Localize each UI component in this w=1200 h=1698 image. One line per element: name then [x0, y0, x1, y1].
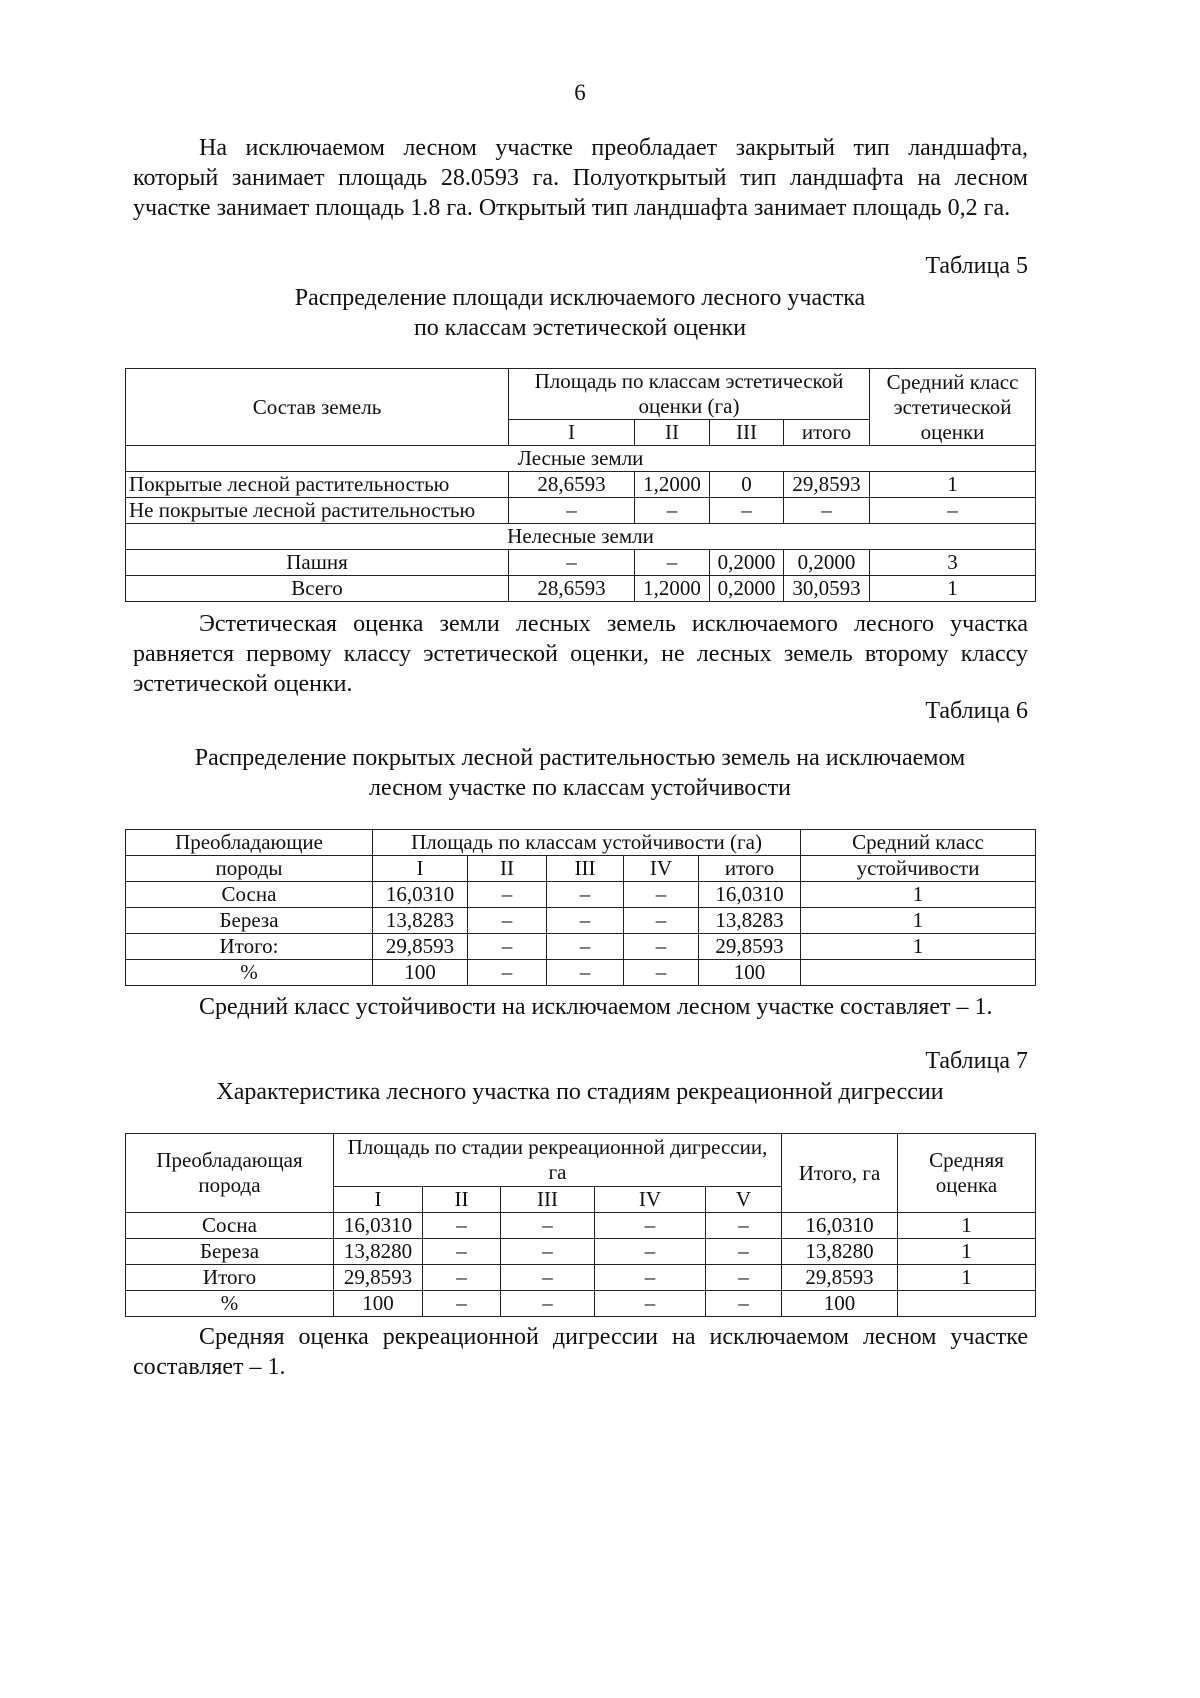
table6-row: [126, 960, 1036, 986]
table5-subheader: III: [710, 420, 784, 446]
table7-cell: [898, 1291, 1036, 1317]
table6-cell: –: [468, 882, 547, 908]
table5-header-area: Площадь по классам эстетической оценки (га): [509, 369, 870, 420]
table5-cell: 0,2000: [784, 550, 870, 576]
table5-cell: Не покрытые лесной растительностью: [126, 498, 509, 524]
table6-cell: Итого:: [126, 934, 373, 960]
paragraph-landscape: На исключаемом лесном участке преобладает закрытый тип ландшафта, который занимает площадь 28.0593 га. Полуоткрытый тип ландшафта на лесном участке занимает площадь 1.8 га. Открытый тип ландшафта занимает площадь 0,2 га.: [133, 135, 1028, 221]
table5-cell: 1: [870, 472, 1036, 498]
table6-cell: %: [126, 960, 373, 986]
table6-row: [126, 908, 1036, 934]
table7-cell: 13,8280: [334, 1239, 423, 1265]
table5-title-line2: по классам эстетической оценки: [413, 315, 747, 341]
table6-header-species-b: породы: [126, 856, 373, 882]
table5-row: [126, 498, 1036, 524]
table7-cell: 100: [782, 1291, 898, 1317]
table6-title: [130, 743, 1030, 803]
table6-cell: 13,8283: [373, 908, 468, 934]
table5-cell: –: [635, 550, 710, 576]
table6-cell: Береза: [126, 908, 373, 934]
table7-cell: Береза: [126, 1239, 334, 1265]
table7-cell: –: [595, 1291, 706, 1317]
table6-cell: –: [624, 934, 699, 960]
table5-cell: 1,2000: [635, 472, 710, 498]
table6-title-line1: Распределение покрытых лесной растительностью земель на исключаемом: [194, 745, 966, 771]
table5-cell: 1: [870, 576, 1036, 602]
table5-cell: 0,2000: [710, 550, 784, 576]
table7-cell: 1: [898, 1239, 1036, 1265]
table6-cell: 100: [373, 960, 468, 986]
table5-cell: 30,0593: [784, 576, 870, 602]
table7-subheader: II: [423, 1187, 501, 1213]
table7-cell: –: [595, 1213, 706, 1239]
paragraph-digression: Средняя оценка рекреационной дигрессии на исключаемом лесном участке составляет – 1.: [133, 1324, 1028, 1380]
table6-cell: 13,8283: [699, 908, 801, 934]
table7-cell: –: [423, 1213, 501, 1239]
table7-subheader: I: [334, 1187, 423, 1213]
table6-cell: 16,0310: [699, 882, 801, 908]
table6-cell: –: [468, 908, 547, 934]
paragraph-aesthetic: Эстетическая оценка земли лесных земель исключаемого лесного участка равняется первому классу эстетической оценки, не лесных земель второму классу эстетической оценки.: [133, 611, 1028, 697]
table5-cell: 28,6593: [509, 576, 635, 602]
table5-cell: –: [784, 498, 870, 524]
table7-subheader: V: [706, 1187, 782, 1213]
table7-cell: 1: [898, 1265, 1036, 1291]
table6-cell: 100: [699, 960, 801, 986]
table7-cell: –: [501, 1239, 595, 1265]
table6-subheader: итого: [699, 856, 801, 882]
table5-cell: 0: [710, 472, 784, 498]
table5-header-avg-class: Средний класс эстетической оценки: [870, 369, 1036, 446]
table6-cell: –: [624, 908, 699, 934]
table7-cell: –: [423, 1265, 501, 1291]
table5-cell: Всего: [126, 576, 509, 602]
table7-subheader: IV: [595, 1187, 706, 1213]
table6-header-avg-b: устойчивости: [801, 856, 1036, 882]
table7-cell: Сосна: [126, 1213, 334, 1239]
page-number: 6: [574, 80, 586, 105]
table6-cell: 1: [801, 908, 1036, 934]
table6-subheader: III: [547, 856, 624, 882]
table7-header-total: Итого, га: [782, 1134, 898, 1213]
table6-header-area: Площадь по классам устойчивости (га): [373, 830, 801, 856]
table6-cell: 16,0310: [373, 882, 468, 908]
table5-row: [126, 576, 1036, 602]
table7-label: Таблица 7: [925, 1048, 1028, 1074]
table7-row: [126, 1265, 1036, 1291]
table7-cell: –: [706, 1265, 782, 1291]
table5-cell: –: [635, 498, 710, 524]
table5-cell: 0,2000: [710, 576, 784, 602]
table6-cell: 1: [801, 882, 1036, 908]
table6-subheader: IV: [624, 856, 699, 882]
table7-cell: 29,8593: [334, 1265, 423, 1291]
table6-cell: –: [624, 882, 699, 908]
table7-cell: %: [126, 1291, 334, 1317]
table5-title-line1: Распределение площади исключаемого лесного участка: [294, 285, 866, 311]
table7-cell: –: [501, 1213, 595, 1239]
table5-cell: Покрытые лесной растительностью: [126, 472, 509, 498]
table5-section-label: Нелесные земли: [126, 524, 1036, 550]
table6-cell: –: [547, 908, 624, 934]
table7-cell: –: [595, 1265, 706, 1291]
table5-cell: 28,6593: [509, 472, 635, 498]
table7-row: [126, 1213, 1036, 1239]
table7-cell: –: [706, 1291, 782, 1317]
table6-cell: Сосна: [126, 882, 373, 908]
table5-row: [126, 550, 1036, 576]
table7-cell: 29,8593: [782, 1265, 898, 1291]
table5-label: Таблица 5: [925, 253, 1028, 279]
table7-row: [126, 1291, 1036, 1317]
table5-cell: –: [509, 498, 635, 524]
table7-subheader: III: [501, 1187, 595, 1213]
table7-header-area: Площадь по стадии рекреационной дигрессии, га: [334, 1134, 782, 1187]
table7-cell: 100: [334, 1291, 423, 1317]
table6-cell: –: [468, 960, 547, 986]
table6-cell: 29,8593: [373, 934, 468, 960]
table7-cell: –: [706, 1213, 782, 1239]
table6-subheader: II: [468, 856, 547, 882]
table6-stability-classes: [125, 829, 1036, 986]
table5-cell: Пашня: [126, 550, 509, 576]
table5-cell: 29,8593: [784, 472, 870, 498]
table5-title: [130, 283, 1030, 343]
table5-subheader: II: [635, 420, 710, 446]
table6-cell: [801, 960, 1036, 986]
table7-cell: 1: [898, 1213, 1036, 1239]
table7-header-avg: Средняя оценка: [898, 1134, 1036, 1213]
table7-recreational-digression: [125, 1133, 1036, 1317]
table7-cell: 16,0310: [782, 1213, 898, 1239]
table5-row: [126, 472, 1036, 498]
table7-cell: Итого: [126, 1265, 334, 1291]
table7-title: Характеристика лесного участка по стадиям рекреационной дигрессии: [216, 1079, 944, 1105]
table7-cell: –: [595, 1239, 706, 1265]
table7-cell: –: [706, 1239, 782, 1265]
table7-cell: –: [423, 1291, 501, 1317]
table6-header-species-a: Преобладающие: [126, 830, 373, 856]
table7-cell: –: [501, 1265, 595, 1291]
paragraph-stability: Средний класс устойчивости на исключаемом лесном участке составляет – 1.: [199, 994, 993, 1020]
table5-header-composition: Состав земель: [126, 369, 509, 446]
table6-title-line2: лесном участке по классам устойчивости: [369, 775, 791, 801]
table6-row: [126, 882, 1036, 908]
table6-cell: –: [547, 960, 624, 986]
table5-section-row: [126, 524, 1036, 550]
table6-cell: –: [547, 882, 624, 908]
table5-cell: 1,2000: [635, 576, 710, 602]
table6-cell: 29,8593: [699, 934, 801, 960]
table5-cell: –: [710, 498, 784, 524]
table5-cell: –: [509, 550, 635, 576]
table5-aesthetic-classes: [125, 368, 1036, 602]
table6-label: Таблица 6: [925, 698, 1028, 724]
table7-cell: –: [423, 1239, 501, 1265]
table5-subheader: I: [509, 420, 635, 446]
table6-row: [126, 934, 1036, 960]
table6-cell: –: [624, 960, 699, 986]
table7-cell: 16,0310: [334, 1213, 423, 1239]
table6-cell: –: [547, 934, 624, 960]
table7-cell: 13,8280: [782, 1239, 898, 1265]
table6-cell: –: [468, 934, 547, 960]
table5-section-row: [126, 446, 1036, 472]
table5-subheader: итого: [784, 420, 870, 446]
table5-section-label: Лесные земли: [126, 446, 1036, 472]
table6-header-avg-a: Средний класс: [801, 830, 1036, 856]
table7-cell: –: [501, 1291, 595, 1317]
table7-header-species: Преобладающая порода: [126, 1134, 334, 1213]
table6-subheader: I: [373, 856, 468, 882]
table5-cell: 3: [870, 550, 1036, 576]
table6-cell: 1: [801, 934, 1036, 960]
table5-cell: –: [870, 498, 1036, 524]
table7-row: [126, 1239, 1036, 1265]
